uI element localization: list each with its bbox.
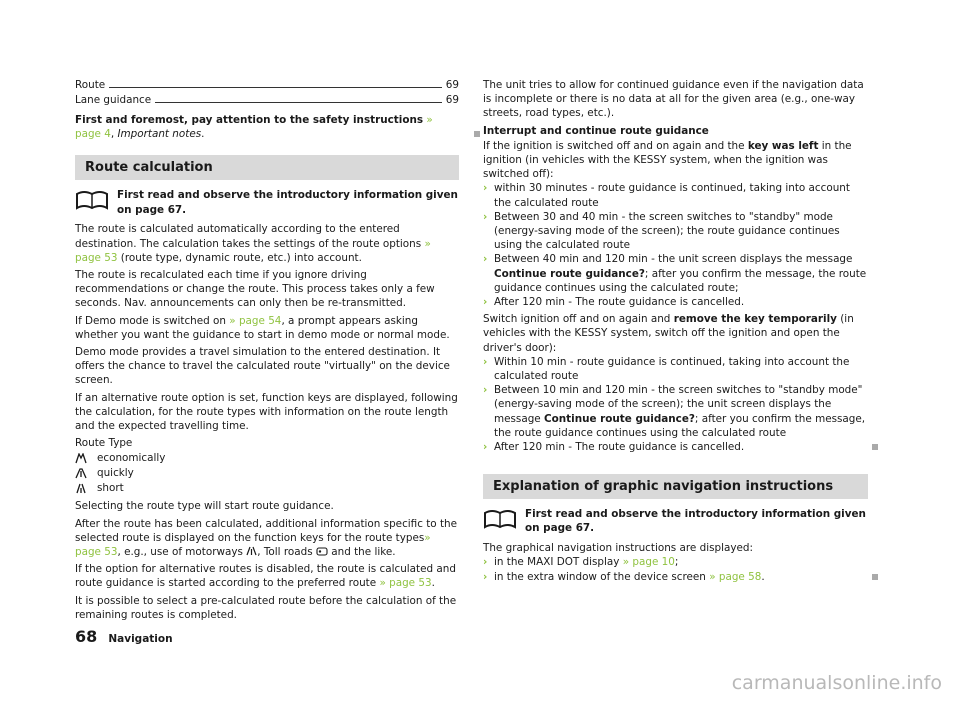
page-link[interactable]: » page 10 — [619, 556, 675, 569]
subheading-interrupt-continue: Interrupt and continue route guidance — [483, 124, 709, 137]
page-link[interactable]: » page 53 — [75, 531, 431, 559]
open-book-icon — [483, 509, 517, 529]
page-link[interactable]: » page 58 — [705, 570, 762, 583]
message-text: Continue route guidance? — [494, 267, 645, 280]
page-link[interactable]: » page 53 — [75, 237, 431, 264]
section-title-graphic-navigation: Explanation of graphic navigation instructions — [483, 474, 868, 499]
text: . — [761, 570, 765, 583]
notice-row — [75, 188, 459, 216]
right-column — [483, 78, 868, 584]
end-marker-icon — [872, 574, 878, 580]
chevron-right-icon: › — [483, 253, 488, 266]
text: If the ignition is switched off and on again and the — [483, 139, 748, 152]
toll-road-icon — [316, 547, 328, 556]
message-text: Continue route guidance? — [544, 412, 695, 425]
motorway-icon — [246, 546, 257, 556]
page-link[interactable]: » page 4 — [75, 114, 433, 141]
economical-route-icon — [75, 453, 87, 464]
toc-label: Route — [75, 78, 109, 92]
separator: , — [110, 128, 118, 141]
text: The route is calculated automatically according to the entered destination. The calculation takes the settings of the route options — [75, 223, 422, 250]
chevron-right-icon: › — [483, 182, 488, 195]
text: in the extra window of the device screen — [494, 570, 706, 583]
footer-section-name: Navigation — [108, 633, 173, 645]
notice-text: First read and observe the introductory information given on page 67. — [117, 189, 458, 216]
text: ; after you confirm the message, the route guidance continues using the calculated route; — [494, 267, 867, 294]
list-item — [483, 210, 868, 253]
text: and the like. — [327, 546, 396, 559]
toc-entry-lane-guidance[interactable] — [75, 93, 459, 108]
toc-entry-route[interactable] — [75, 78, 459, 93]
chevron-right-icon: › — [483, 441, 488, 454]
paragraph — [483, 139, 868, 182]
paragraph: Selecting the route type will start route guidance. — [75, 500, 334, 513]
toc-page: 69 — [442, 78, 459, 92]
text: ; — [674, 556, 679, 569]
notice-row — [483, 507, 868, 535]
safety-intro-bold: First and foremost, pay attention to the safety instructions — [75, 114, 424, 126]
bold-text: remove the key temporarily — [673, 313, 837, 326]
paragraph — [75, 517, 459, 560]
toc-leader-line — [75, 87, 459, 88]
text: If Demo mode is switched on — [75, 314, 226, 327]
paragraph: The unit tries to allow for continued guidance even if the navigation data is incomplete or there is no data at all for the given area (e.g., one-way streets, road types, etc.). — [483, 79, 864, 120]
chevron-right-icon: › — [483, 570, 488, 583]
notice-text: First read and observe the introductory information given on page 67. — [525, 508, 866, 535]
text: within 30 minutes - route guidance is continued, taking into account the calculated route — [494, 182, 850, 209]
chevron-right-icon: › — [483, 210, 488, 223]
chevron-right-icon: › — [483, 296, 488, 309]
text: . — [431, 577, 435, 590]
text: , e.g., use of motorways — [117, 546, 243, 559]
text: If the option for alternative routes is disabled, the route is calculated and route guidance is started according to the preferred route — [75, 563, 456, 590]
paragraph — [483, 312, 868, 355]
open-book-icon — [75, 190, 109, 210]
list-item — [483, 555, 868, 569]
page-number: 68 — [75, 627, 98, 646]
paragraph: The route is recalculated each time if you ignore driving recommendations or change the route. This process takes only a few seconds. Nav. announcements can only then be re-transmitted. — [75, 269, 435, 310]
route-type-heading: Route Type — [75, 437, 133, 450]
chevron-right-icon: › — [483, 556, 488, 569]
text: in the MAXI DOT display — [494, 556, 620, 569]
period: . — [201, 128, 205, 141]
text: Within 10 min - route guidance is continued, taking into account the calculated route — [494, 355, 850, 383]
route-type-label: short — [97, 482, 124, 495]
text: , Toll roads — [257, 546, 313, 559]
text: After 120 min - The route guidance is cancelled. — [494, 296, 745, 309]
route-type-label: quickly — [97, 467, 134, 480]
text: , a prompt appears asking whether you want the guidance to start in demo mode or normal mode. — [75, 314, 450, 341]
short-route-icon — [75, 483, 87, 494]
chevron-right-icon: › — [483, 355, 488, 368]
text: Switch ignition off and on again and — [483, 313, 674, 326]
page-link[interactable]: » page 53 — [376, 577, 432, 590]
text: in the ignition (in vehicles with the KESSY system, when the ignition was switched off): — [483, 139, 852, 181]
text: After 120 min - The route guidance is cancelled. — [494, 441, 745, 454]
paragraph: If an alternative route option is set, function keys are displayed, following the calculation, for the route types with information on the route length and the expected travelling time. — [75, 391, 458, 433]
left-column — [75, 78, 459, 625]
text: Between 30 and 40 min - the screen switches to "standby" mode (energy-saving mode of the screen); the route guidance continues using the calculated route — [494, 210, 840, 252]
important-notes-ref: Important notes — [117, 128, 202, 141]
list-item — [483, 295, 868, 309]
safety-intro — [75, 113, 459, 141]
text: ; after you confirm the message, the route guidance continues using the calculated route — [494, 412, 866, 439]
watermark: carmanualsonline.info — [731, 672, 942, 694]
toc-page: 69 — [442, 93, 459, 107]
list-item — [483, 355, 868, 383]
bold-text: key was left — [747, 139, 819, 152]
list-item — [483, 570, 868, 584]
paragraph — [75, 222, 459, 265]
paragraph — [75, 314, 459, 342]
text: After the route has been calculated, additional information specific to the selected route is displayed on the function keys for the route types — [75, 517, 458, 544]
paragraph: It is possible to select a pre-calculated route before the calculation of the remaining routes is completed. — [75, 594, 457, 621]
end-marker-icon — [872, 444, 878, 450]
end-marker-icon — [474, 131, 480, 137]
chevron-right-icon: › — [483, 384, 488, 397]
route-type-quickly — [75, 466, 459, 481]
list-item — [483, 181, 868, 209]
route-type-label: economically — [97, 452, 166, 465]
fast-route-icon — [75, 468, 87, 479]
toc-label: Lane guidance — [75, 93, 155, 107]
paragraph — [75, 562, 459, 590]
page-link[interactable]: » page 54 — [225, 314, 282, 327]
text: Between 40 min and 120 min - the unit screen displays the message — [494, 253, 853, 266]
paragraph: The graphical navigation instructions are displayed: — [483, 542, 753, 555]
text: (in vehicles with the KESSY system, switch off the ignition and open the driver's door): — [483, 313, 854, 354]
section-title-route-calculation: Route calculation — [75, 155, 459, 180]
route-type-short — [75, 481, 459, 496]
list-item — [483, 383, 868, 440]
page-footer — [75, 627, 173, 649]
route-type-economically — [75, 451, 459, 466]
paragraph: Demo mode provides a travel simulation to the entered destination. It offers the chance to travel the calculated route "virtually" on the device screen. — [75, 346, 450, 387]
text: (route type, dynamic route, etc.) into account. — [117, 251, 362, 264]
text: Between 10 min and 120 min - the screen switches to "standby mode" (energy-saving mode of the screen); the unit screen displays the message — [494, 384, 863, 425]
list-item — [483, 440, 868, 454]
list-item — [483, 252, 868, 295]
